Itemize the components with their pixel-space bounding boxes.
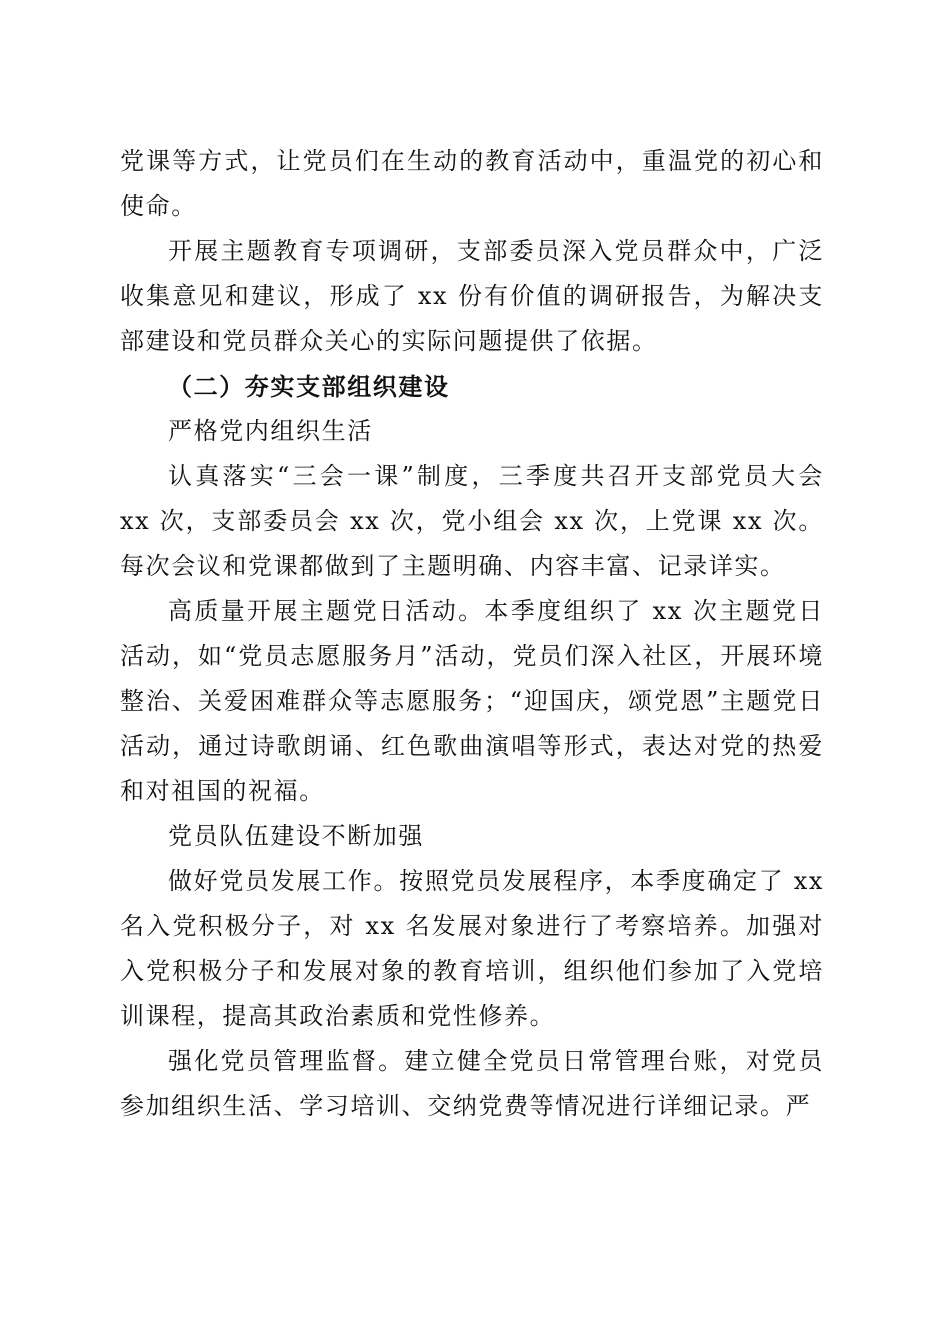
paragraph-theme-day: 高质量开展主题党日活动。本季度组织了 xx 次主题党日活动，如“党员志愿服务月”活动，党员们深入社区，开展环境整治、关爱困难群众等志愿服务；“迎国庆，颂党恩”主题党日活动，通过诗歌朗诵、红色歌曲演唱等形式，表达对党的热爱和对祖国的祝福。 bbox=[120, 597, 824, 805]
subheading-party-life: 严格党内组织生活 bbox=[168, 417, 373, 445]
paragraph-education-continuation: 党课等方式，让党员们在生动的教育活动中，重温党的初心和使命。 bbox=[120, 147, 824, 220]
section-heading-branch-organization: （二）夯实支部组织建设 bbox=[168, 372, 450, 401]
paragraph-member-development: 做好党员发展工作。按照党员发展程序，本季度确定了 xx 名入党积极分子，对 xx 名发展对象进行了考察培养。加强对入党积极分子和发展对象的教育培训，组织他们参加了入党培训课程，提高其政治素质和党性修养。 bbox=[120, 867, 824, 1030]
paragraph-research: 开展主题教育专项调研，支部委员深入党员群众中，广泛收集意见和建议，形成了 xx 份有价值的调研报告，为解决支部建设和党员群众关心的实际问题提供了依据。 bbox=[120, 237, 824, 355]
paragraph-three-meetings: 认真落实“三会一课”制度，三季度共召开支部党员大会 xx 次，支部委员会 xx 次，党小组会 xx 次，上党课 xx 次。每次会议和党课都做到了主题明确、内容丰富、记录详实。 bbox=[120, 462, 824, 580]
subheading-member-team: 党员队伍建设不断加强 bbox=[168, 822, 424, 850]
paragraph-member-management: 强化党员管理监督。建立健全党员日常管理台账，对党员参加组织生活、学习培训、交纳党费等情况进行详细记录。严 bbox=[120, 1047, 824, 1120]
document-page bbox=[120, 139, 824, 1129]
